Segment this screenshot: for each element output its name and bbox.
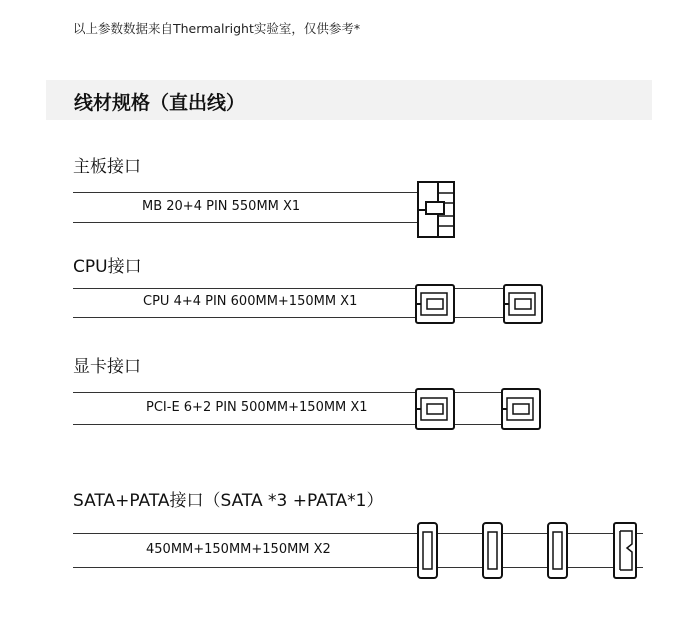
disclaimer-note: 以上参数数据来自Thermalright实验室，仅供参考* [73,21,361,36]
pcie-connector-icon [0,352,700,437]
cable-section-sata-pata [0,486,700,596]
cable-label-gpu: 显卡接口 [73,357,141,377]
spec-section-header [46,80,652,120]
cable-label-cpu: CPU接口 [73,257,142,277]
cable-label-motherboard: 主板接口 [73,157,141,177]
cable-section-motherboard [0,150,700,240]
cable-spec-sata-pata: 450MM+150MM+150MM X2 [146,542,331,557]
cable-section-cpu [0,252,700,332]
spec-section-title: 线材规格（直出线） [74,92,246,114]
cable-spec-gpu: PCI-E 6+2 PIN 500MM+150MM X1 [146,400,368,415]
cable-spec-motherboard: MB 20+4 PIN 550MM X1 [142,199,301,214]
sata-pata-connector-icon [0,486,700,596]
cable-section-gpu [0,352,700,437]
cpu-8pin-connector-icon [0,252,700,332]
cable-spec-cpu: CPU 4+4 PIN 600MM+150MM X1 [143,294,358,309]
mb-24pin-connector-icon [0,150,700,240]
cable-label-sata-pata: SATA+PATA接口（SATA *3 +PATA*1） [73,491,384,511]
